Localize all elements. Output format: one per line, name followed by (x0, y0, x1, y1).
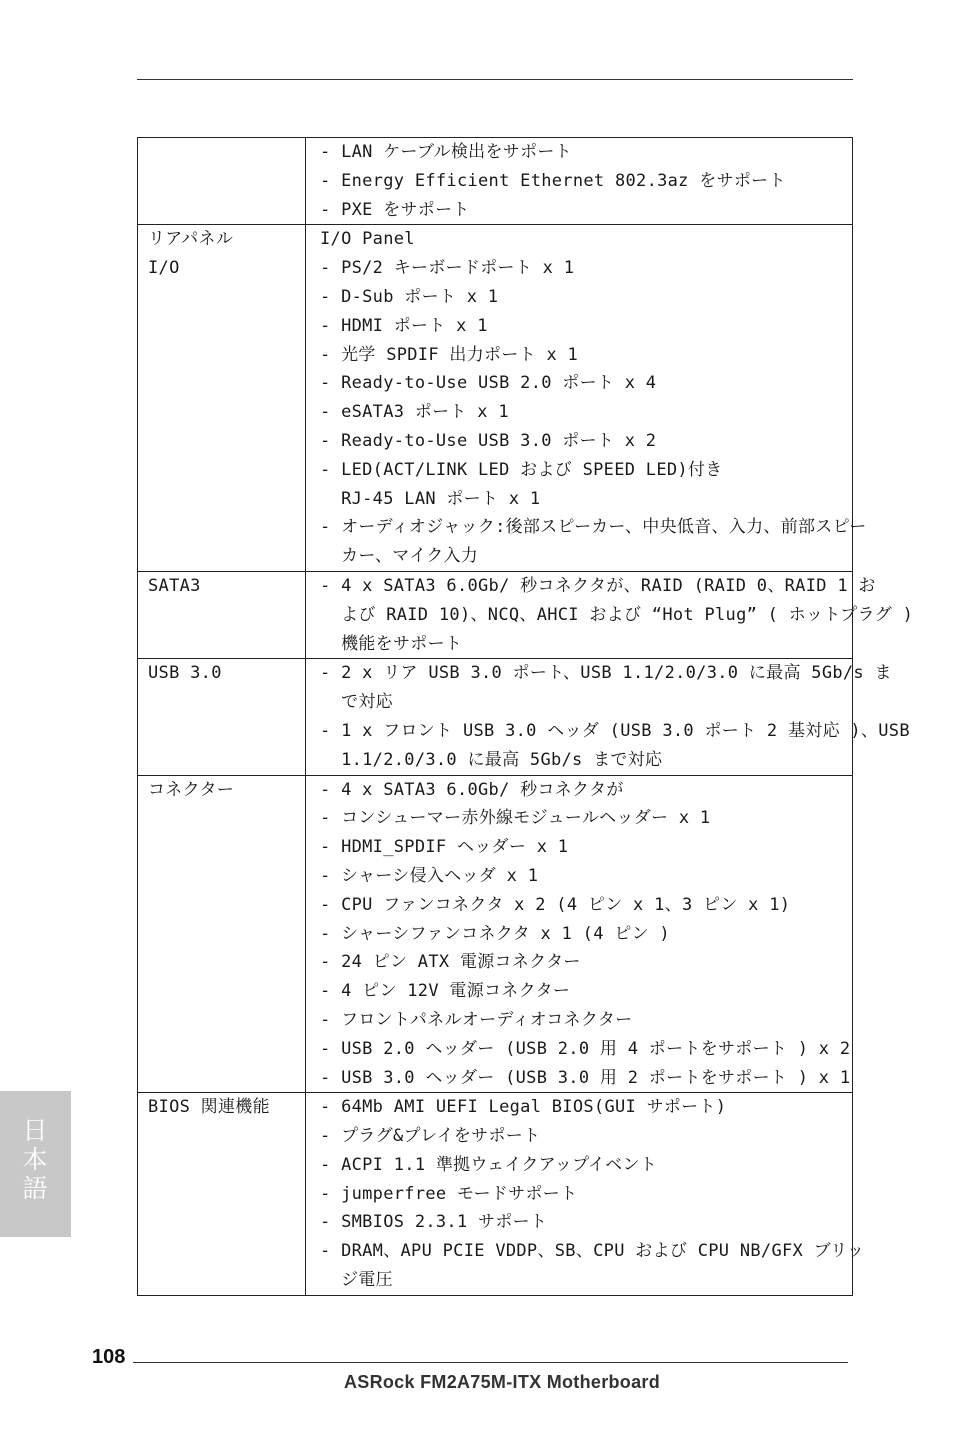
spec-value-line: - HDMI_SPDIF ヘッダー x 1 (320, 837, 569, 858)
spec-value-line: - DRAM、APU PCIE VDDP、SB、CPU および CPU NB/GFX ブリッ (320, 1241, 865, 1262)
spec-value-cell (306, 1093, 865, 1296)
page-number: 108 (92, 1346, 126, 1368)
spec-label-cell (138, 138, 306, 225)
spec-value-line: 機能をサポート (320, 633, 463, 654)
spec-value-line: - PS/2 キーボードポート x 1 (320, 258, 575, 279)
spec-value-line: 1.1/2.0/3.0 に最高 5Gb/s まで対応 (320, 749, 663, 770)
spec-value-line: - ACPI 1.1 準拠ウェイクアップイベント (320, 1154, 658, 1175)
spec-row (138, 775, 853, 1093)
spec-value-line: - jumperfree モードサポート (320, 1183, 578, 1204)
spec-value-line: - 4 x SATA3 6.0Gb/ 秒コネクタが (320, 779, 624, 800)
spec-value-line: - D-Sub ポート x 1 (320, 286, 499, 307)
spec-value-line: - eSATA3 ポート x 1 (320, 402, 509, 423)
spec-value-cell (306, 775, 853, 1093)
spec-row (138, 659, 853, 775)
spec-label-cell (138, 225, 306, 572)
spec-value-line: - 光学 SPDIF 出力ポート x 1 (320, 344, 579, 365)
footer-title: ASRock FM2A75M-ITX Motherboard (343, 1372, 661, 1392)
spec-row (138, 225, 853, 572)
spec-value-line: - LAN ケーブル検出をサポート (320, 142, 572, 162)
spec-value-line: で対応 (320, 692, 393, 713)
spec-row (138, 138, 853, 225)
spec-value-line: - フロントパネルオーディオコネクター (320, 1009, 633, 1030)
spec-value-line: - 24 ピン ATX 電源コネクター (320, 952, 581, 973)
spec-table-body (138, 138, 914, 1296)
spec-value-line: - Ready-to-Use USB 3.0 ポート x 2 (320, 430, 657, 451)
spec-value-line: よび RAID 10)、NCQ、AHCI および “Hot Plug” ( ホットプラグ ) (320, 604, 914, 625)
language-tab (0, 1091, 71, 1237)
spec-label-cell (138, 659, 306, 775)
spec-label: SATA3 (148, 575, 201, 596)
spec-value-line: - SMBIOS 2.3.1 サポート (320, 1212, 548, 1233)
spec-value-line: - 1 x フロント USB 3.0 ヘッダ (USB 3.0 ポート 2 基対応 )、USB (320, 720, 910, 741)
footer-rule (133, 1362, 848, 1363)
spec-value-line: - USB 2.0 ヘッダー (USB 2.0 用 4 ポートをサポート ) x 2 (320, 1038, 851, 1059)
spec-value-line: - PXE をサポート (320, 199, 470, 220)
spec-row (138, 1093, 853, 1296)
spec-value-line: - プラグ&プレイをサポート (320, 1126, 541, 1147)
spec-label: リアパネル (148, 229, 234, 250)
spec-value-line: - シャーシ侵入ヘッダ x 1 (320, 865, 539, 886)
spec-value-cell (306, 659, 910, 775)
spec-row (138, 571, 853, 658)
spec-value-line: - コンシューマー赤外線モジュールヘッダー x 1 (320, 808, 711, 829)
spec-table (137, 137, 914, 1296)
spec-value-cell (306, 138, 853, 225)
header-rule (137, 79, 853, 80)
spec-label: USB 3.0 (148, 663, 222, 684)
spec-value-line: - Energy Efficient Ethernet 802.3az をサポート (320, 170, 786, 191)
spec-value-line: - 4 x SATA3 6.0Gb/ 秒コネクタが、RAID (RAID 0、RAID 1 お (320, 575, 876, 596)
spec-value-line: ジ電圧 (320, 1270, 393, 1291)
language-tab-label: 日本語 (19, 1117, 48, 1204)
spec-value-cell (306, 571, 914, 658)
spec-label: BIOS 関連機能 (148, 1097, 270, 1118)
spec-value-line: - HDMI ポート x 1 (320, 315, 488, 336)
spec-value-line: - LED(ACT/LINK LED および SPEED LED)付き (320, 459, 723, 480)
spec-value-line: - 64Mb AMI UEFI Legal BIOS(GUI サポート) (320, 1097, 727, 1118)
spec-label: I/O (148, 258, 180, 279)
spec-label-cell (138, 1093, 306, 1296)
spec-label: コネクター (148, 779, 235, 800)
spec-value-line: - オーディオジャック:後部スピーカー、中央低音、入力、前部スピー (320, 517, 867, 538)
spec-value-cell (306, 225, 867, 572)
spec-value-line: カー、マイク入力 (320, 546, 479, 567)
spec-value-line: - CPU ファンコネクタ x 2 (4 ピン x 1、3 ピン x 1) (320, 894, 791, 915)
spec-label-cell (138, 775, 306, 1093)
spec-value-line: I/O Panel (320, 229, 415, 250)
spec-value-line: RJ-45 LAN ポート x 1 (320, 488, 541, 509)
spec-value-line: - シャーシファンコネクタ x 1 (4 ピン ) (320, 923, 670, 944)
spec-value-line: - 2 x リア USB 3.0 ポート、USB 1.1/2.0/3.0 に最高 5Gb/s ま (320, 663, 892, 684)
spec-value-line: - Ready-to-Use USB 2.0 ポート x 4 (320, 373, 657, 394)
spec-value-line: - USB 3.0 ヘッダー (USB 3.0 用 2 ポートをサポート ) x 1 (320, 1067, 851, 1088)
spec-label-cell (138, 571, 306, 658)
spec-value-line: - 4 ピン 12V 電源コネクター (320, 981, 571, 1002)
